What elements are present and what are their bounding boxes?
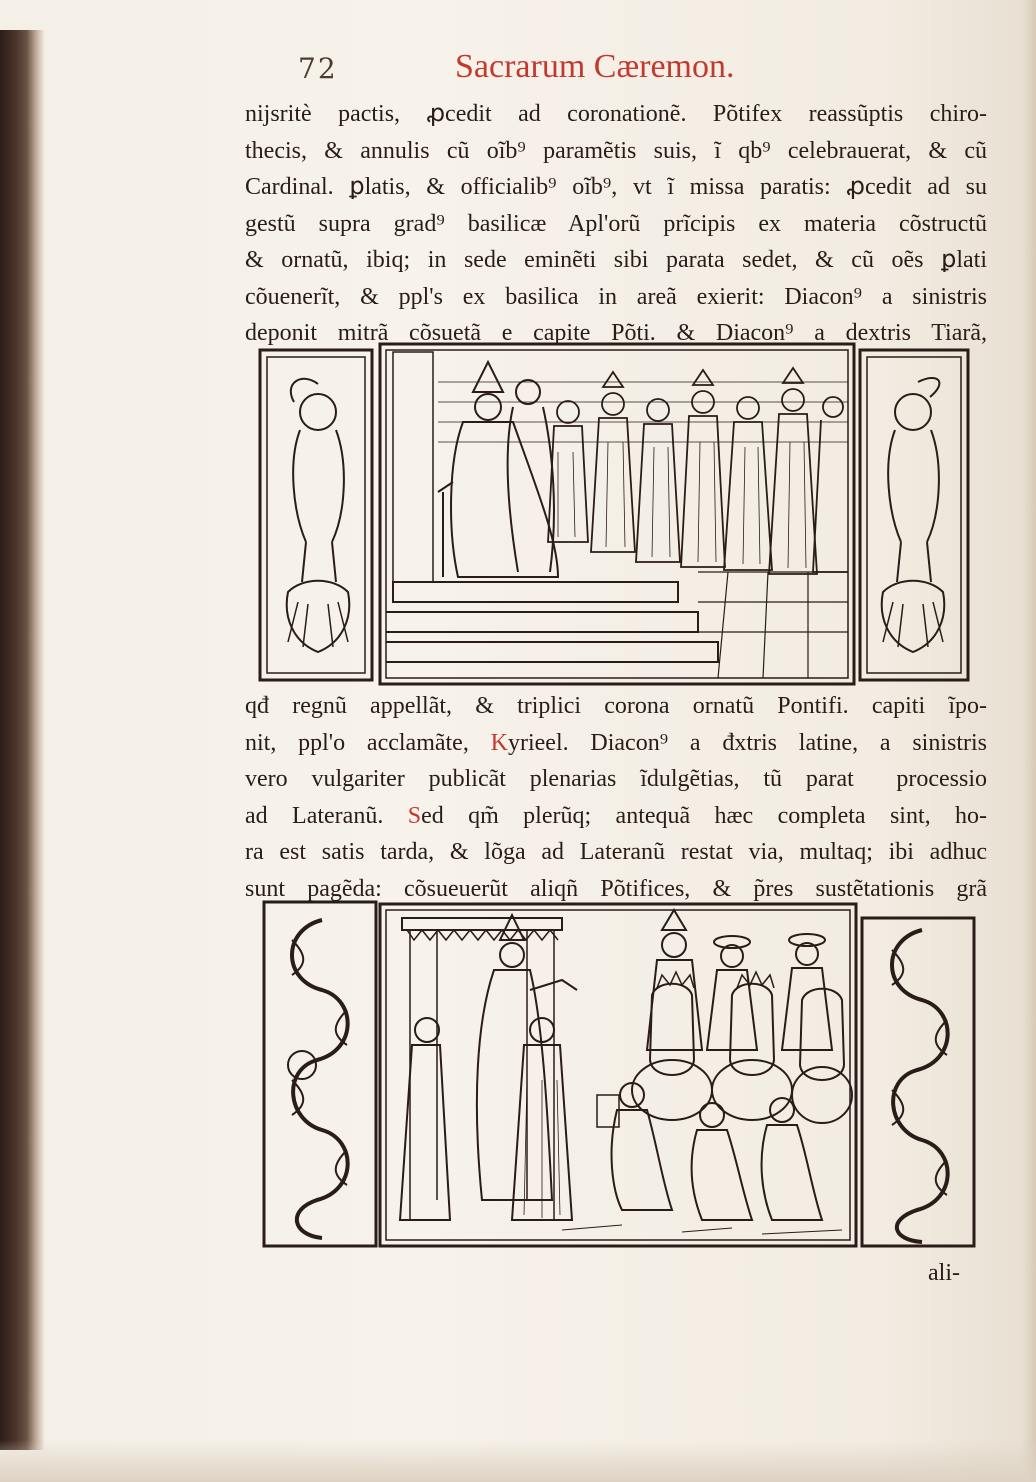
- woodcut-coronation: [258, 342, 970, 688]
- running-head: Sacrarum Cæremon.: [455, 48, 735, 85]
- page-edge-shadow: [1022, 0, 1036, 1482]
- folio-number: 72: [298, 52, 338, 85]
- text-block-2: [245, 688, 987, 907]
- text-block-1: [245, 96, 987, 352]
- text-line: Cardinal. ꝑlatis, & officialib⁹ oĩb⁹, vt ĩ missa paratis: ꝓcedit ad su: [245, 174, 987, 200]
- text-line: thecis, & annulis cũ oĩb⁹ paramẽtis suis, ĩ qb⁹ celebrauerat, & cũ: [245, 137, 987, 164]
- text-line: [245, 798, 987, 835]
- rubricated-initial: S: [407, 802, 422, 829]
- page-bottom-shadow: [0, 1440, 1036, 1482]
- text-line: [245, 725, 987, 762]
- text-fragment: nit, ppl'o acclamãte,: [245, 729, 469, 756]
- text-line: nijsritè pactis, ꝓcedit ad coronationẽ. Põtifex reassũptis chiro-: [245, 101, 987, 127]
- catchword: ali-: [928, 1260, 960, 1286]
- text-line: sunt pagẽda: cõsueuerũt aliqñ Põtifices, & p̃res sustẽtationis grã: [245, 875, 987, 902]
- rubricated-initial: K: [490, 729, 508, 756]
- text-line: cõuenerĩt, & ppl's ex basilica in areã exierit: Diacon⁹ a sinistris: [245, 283, 987, 310]
- text-line: vero vulgariter publicãt plenarias ĩdulgẽtias, tũ paratᷓ processio: [245, 766, 987, 792]
- text-line: gestũ supra grad⁹ basilicæ Apl'orũ prĩcipis ex materia cõstructũ: [245, 210, 987, 237]
- text-fragment: yrieel. Diacon⁹ a đxtris latine, a sinistris: [507, 729, 987, 756]
- woodcut-procession: [262, 900, 978, 1250]
- text-fragment: ed qm̃ plerũq; antequã hæc completa sint, ho-: [421, 802, 987, 829]
- text-fragment: ad Lateranũ.: [245, 802, 384, 829]
- book-gutter-shadow: [0, 30, 44, 1450]
- text-line: deponit mitrã cõsuetã e capite Põti. & Diacon⁹ a dextris Tiarã,: [245, 320, 987, 346]
- text-line: ra est satis tarda, & lõga ad Lateranũ restat via, multaq; ibi adhuc: [245, 839, 987, 865]
- text-line: & ornatũ, ibiq; in sede eminẽti sibi parata sedet, & cũ oẽs ꝑlati: [245, 247, 987, 273]
- text-line: qđ regnũ appellãt, & triplici corona ornatũ Pontifi. capiti ĩpo-: [245, 693, 987, 719]
